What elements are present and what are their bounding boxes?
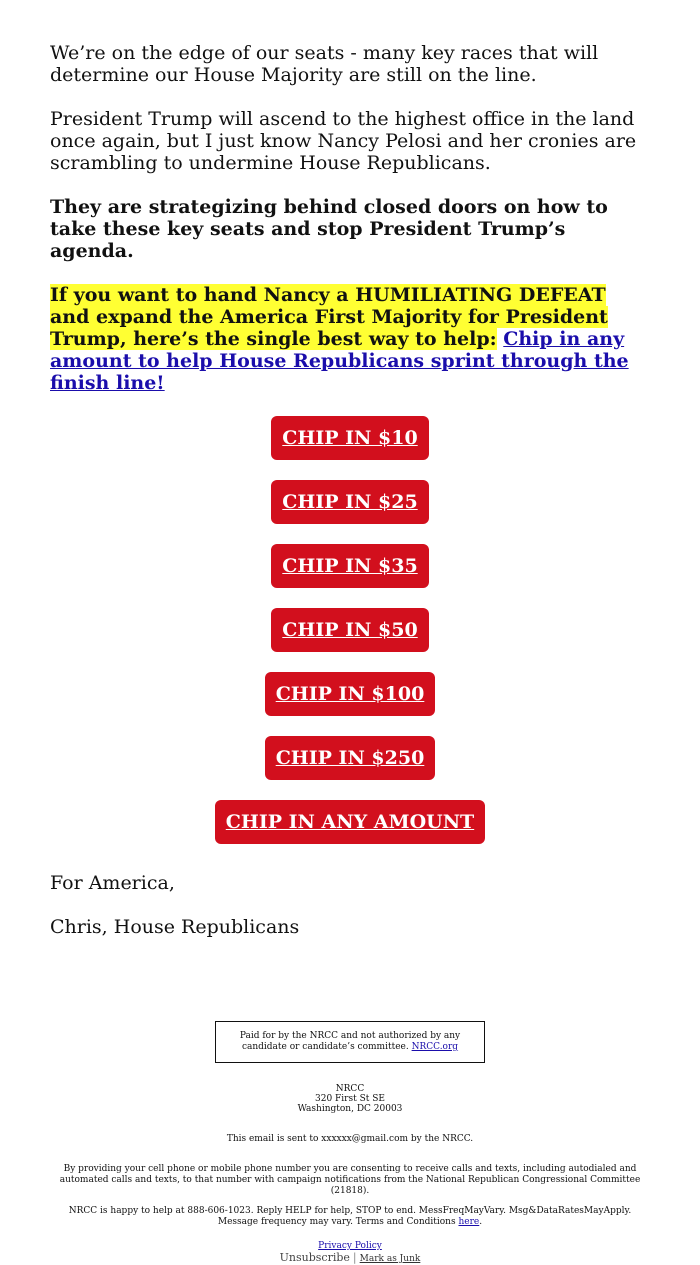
privacy-row: [50, 1241, 650, 1252]
help-notice: NRCC is happy to help at 888-606-1023. Reply HELP for help, STOP to end. MessFreqMayVary. Msg&DataRatesMayApply. Message frequency may vary. Terms and Conditions here.: [68, 1206, 632, 1227]
chip-in-35-button[interactable]: CHIP IN $35: [271, 544, 428, 588]
chip-in-50-button[interactable]: CHIP IN $50: [271, 608, 428, 652]
chip-in-25-button[interactable]: CHIP IN $25: [271, 480, 428, 524]
separator: |: [352, 1251, 357, 1264]
call-to-action-paragraph: [50, 284, 650, 394]
address-street: 320 First St SE: [315, 1094, 385, 1104]
help-text: NRCC is happy to help at 888-606-1023. Reply HELP for help, STOP to end. MessFreqMayVary. Msg&DataRatesMayApply. Message frequency may vary. Terms and Conditions: [68, 1206, 632, 1227]
chip-in-any-amount-button[interactable]: CHIP IN ANY AMOUNT: [215, 800, 485, 844]
closing: For America,: [50, 872, 175, 894]
trump-paragraph: President Trump will ascend to the highest office in the land once again, but I just know Nancy Pelosi and her cronies are scrambling to undermine House Republicans.: [50, 108, 637, 174]
mailing-address: [50, 1084, 650, 1114]
address-city: Washington, DC 20003: [297, 1104, 403, 1114]
consent-notice: By providing your cell phone or mobile phone number you are consenting to receive calls and texts, including autodialed and automated calls and texts, to that number with campaign notifications from the National Republican Congressional Committee (21818).: [59, 1164, 641, 1196]
paid-for-text: Paid for by the NRCC and not authorized by any candidate or candidate’s committee.: [239, 1031, 461, 1052]
highlighted-text: If you want to hand Nancy a HUMILIATING DEFEAT and expand the America First Majority for President Trump, here’s the single best way to help:: [50, 284, 608, 350]
strategy-paragraph: They are strategizing behind closed doors on how to take these key seats and stop President Trump’s agenda.: [50, 196, 608, 262]
signature: Chris, House Republicans: [50, 916, 300, 938]
email-body: [50, 0, 650, 938]
chip-in-link[interactable]: Chip in any amount to help House Republicans sprint through the finish line!: [50, 328, 629, 394]
intro-paragraph: We’re on the edge of our seats - many key races that will determine our House Majority are still on the line.: [50, 42, 599, 86]
address-org: NRCC: [335, 1084, 365, 1094]
sent-to-notice: This email is sent to xxxxxx@gmail.com by the NRCC.: [226, 1134, 474, 1144]
email-footer: [50, 1021, 650, 1265]
unsubscribe-link[interactable]: Unsubscribe: [279, 1251, 350, 1264]
chip-in-250-button[interactable]: CHIP IN $250: [265, 736, 436, 780]
paid-for-disclaimer: [215, 1021, 485, 1063]
mark-as-junk-link[interactable]: Mark as Junk: [359, 1254, 421, 1264]
terms-link[interactable]: here: [458, 1217, 480, 1227]
chip-in-10-button[interactable]: CHIP IN $10: [271, 416, 428, 460]
privacy-policy-link[interactable]: Privacy Policy: [318, 1241, 382, 1251]
donation-buttons: [50, 416, 650, 864]
nrcc-org-link[interactable]: NRCC.org: [411, 1042, 459, 1052]
chip-in-100-button[interactable]: CHIP IN $100: [265, 672, 436, 716]
